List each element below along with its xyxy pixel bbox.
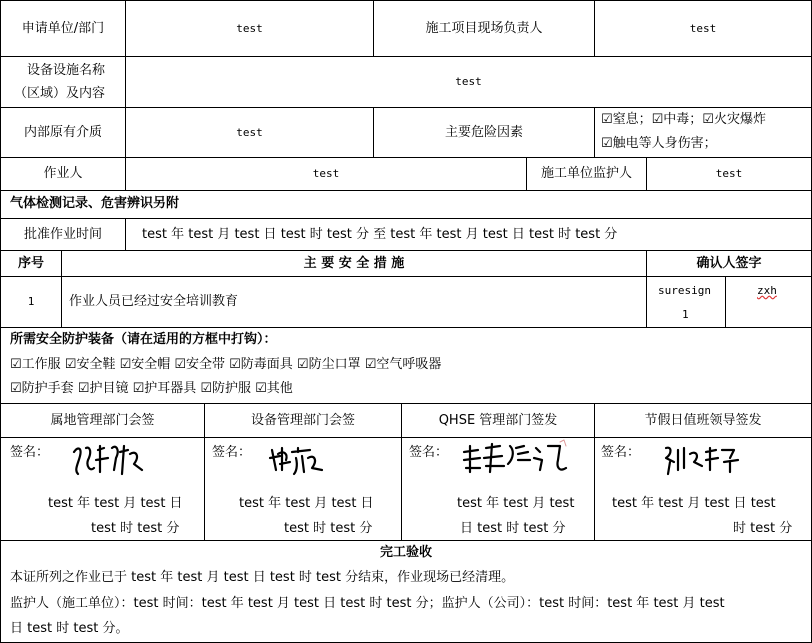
measure-row-text: 作业人员已经过安全培训教育 xyxy=(69,294,239,309)
hazard-label: 主要危险因素 xyxy=(444,124,523,140)
signoff-label-local: 签名： xyxy=(10,445,50,460)
signoff-date-holiday-line1: test 年 test 月 test 日 test xyxy=(612,496,776,511)
handwritten-signature-local xyxy=(70,440,150,480)
equipment-title: 所需安全防护装备（请在适用的方框中打钩）： xyxy=(10,332,277,347)
signoff-date-qhse-line2: 日 test 时 test 分 xyxy=(460,521,566,536)
signoff-header-equipment: 设备管理部门会签 xyxy=(250,412,355,428)
gas-detection-note: 气体检测记录、危害辨识另附 xyxy=(10,196,180,211)
signoff-date-holiday-line2: 时 test 分 xyxy=(733,521,793,536)
worker-value: test xyxy=(312,167,340,180)
measure-row-sign-no: 1 xyxy=(682,308,689,321)
approve-time-label: 批准作业时间 xyxy=(23,226,102,242)
row-divider xyxy=(0,540,812,541)
signoff-header-qhse: QHSE 管理部门签发 xyxy=(438,412,558,428)
site-leader-value: test xyxy=(689,21,717,35)
worker-label: 作业人 xyxy=(43,166,83,181)
completion-title: 完工验收 xyxy=(379,545,432,560)
applicant-dept-label: 申请单位/部门 xyxy=(21,20,105,36)
site-leader-label: 施工项目现场负责人 xyxy=(425,20,543,36)
handwritten-signature-qhse xyxy=(460,438,570,478)
hazard-options-line1: ☑窒息；☑中毒；☑火灾爆炸 xyxy=(601,112,766,127)
measure-row-no: 1 xyxy=(27,295,35,308)
signoff-date-equipment-line1: test 年 test 月 test 日 xyxy=(239,496,374,511)
signoff-label-holiday: 签名： xyxy=(601,445,641,460)
guardian-value: test xyxy=(715,167,743,180)
signoff-label-qhse: 签名： xyxy=(409,445,449,460)
completion-line1: 本证所列之作业已于 test 年 test 月 test 日 test 时 test 分结束，作业现场已经清理。 xyxy=(10,570,515,585)
facility-value: test xyxy=(455,75,482,88)
signoff-date-local-line1: test 年 test 月 test 日 xyxy=(48,496,183,511)
col-divider xyxy=(725,276,726,327)
completion-line2: 监护人（施工单位）：test 时间：test 年 test 月 test 日 test 时 test 分；监护人（公司）：test 时间：test 年 test 月 test xyxy=(10,596,725,611)
applicant-dept-value: test xyxy=(236,21,263,35)
col-divider xyxy=(125,218,126,250)
row-divider xyxy=(0,437,812,438)
row-divider xyxy=(0,276,812,277)
signoff-date-qhse-line1: test 年 test 月 test xyxy=(457,496,575,511)
facility-label-line1: 设备设施名称 xyxy=(27,63,106,78)
guardian-label: 施工单位监护人 xyxy=(540,166,632,181)
row-divider xyxy=(0,327,812,328)
measures-col-no: 序号 xyxy=(17,255,44,271)
row-divider xyxy=(0,190,812,191)
handwritten-signature-equipment xyxy=(268,440,338,480)
measure-row-signer: zxh xyxy=(757,284,777,297)
measure-row-sign-label: suresign xyxy=(658,284,711,297)
equipment-options-line2: ☑防护手套 ☑护目镜 ☑护耳器具 ☑防护服 ☑其他 xyxy=(10,381,293,396)
handwritten-signature-holiday xyxy=(660,440,750,480)
col-divider xyxy=(594,107,595,157)
facility-label-line2: （区域）及内容 xyxy=(14,86,106,101)
completion-line3: 日 test 时 test 分。 xyxy=(10,621,129,636)
medium-label: 内部原有介质 xyxy=(23,124,102,140)
signoff-date-local-line2: test 时 test 分 xyxy=(91,521,180,536)
approve-time-value: test 年 test 月 test 日 test 时 test 分 至 test 年 test 月 test 日 test 时 test 分 xyxy=(142,227,618,242)
signoff-label-equipment: 签名： xyxy=(212,445,252,460)
signoff-header-holiday: 节假日值班领导签发 xyxy=(644,412,762,428)
measures-col-measure: 主 要 安 全 措 施 xyxy=(303,255,405,271)
equipment-options-line1: ☑工作服 ☑安全鞋 ☑安全帽 ☑安全带 ☑防毒面具 ☑防尘口罩 ☑空气呼吸器 xyxy=(10,357,442,372)
measures-col-confirm: 确认人签字 xyxy=(696,255,762,271)
medium-value: test xyxy=(236,125,263,139)
signoff-date-equipment-line2: test 时 test 分 xyxy=(284,521,373,536)
hazard-options-line2: ☑触电等人身伤害； xyxy=(601,136,717,151)
signoff-header-local: 属地管理部门会签 xyxy=(50,412,155,428)
